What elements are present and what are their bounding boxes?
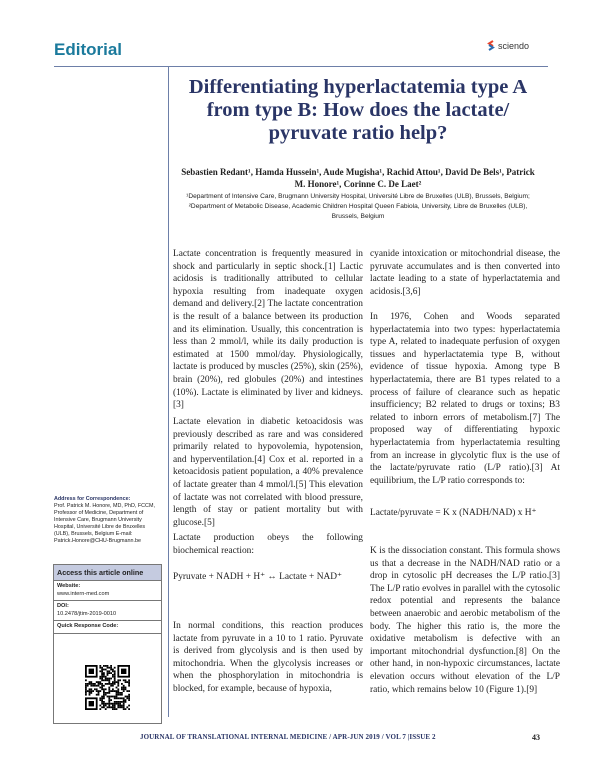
website-label: Website:	[57, 583, 81, 589]
website-link[interactable]: www.intern-med.com	[57, 590, 110, 597]
access-online-box	[53, 564, 162, 724]
qr-code-icon	[85, 665, 130, 710]
access-title: Access this article online	[54, 565, 161, 581]
address-heading: Address for Correspondence:	[54, 496, 131, 502]
affiliations	[178, 192, 538, 222]
affiliation-2: ²Department of Metabolic Disease, Academic Children Hospital Queen Fabiola, University, Libre de Bruxelles (ULB), Brussels, Belgium	[188, 203, 528, 220]
paragraph: cyanide intoxication or mitochondrial disease, the pyruvate accumulates and is then converted into lactate leading to a state of hyperlactatemia and acidosis.[3,6]	[370, 249, 560, 297]
page-number: 43	[532, 733, 540, 742]
header-divider	[54, 66, 548, 67]
author-list: Sebastien Redant¹, Hamda Hussein¹, Aude Mugisha¹, Rachid Attou¹, David De Bels¹, Patrick M. Honore¹, Corinne C. De Laet²	[181, 167, 535, 189]
column-divider	[168, 67, 169, 717]
affiliation-1: ¹Department of Intensive Care, Brugmann University Hospital, Université Libre de Bruxelles (ULB), Brussels, Belgium;	[186, 193, 530, 200]
correspondence-address	[54, 496, 162, 545]
address-text: Prof. Patrick M. Honore, MD, PhD, FCCM, Professor of Medicine, Department of Intensive Care, Brugmann University Hospital, Université Libre de Bruxelles (ULB), Brussels, Belgium E-mail: Patrick.Honore@CHU-Brugmann.be	[54, 503, 155, 544]
article-title: Differentiating hyperlactatemia type A from type B: How does the lactate/ pyruvate ratio help?	[188, 76, 528, 144]
equation: Pyruvate + NADH + H⁺ ↔ Lactate + NAD⁺	[173, 572, 342, 582]
equation: Lactate/pyruvate = K x (NADH/NAD) x H⁺	[370, 508, 537, 518]
section-label: Editorial	[54, 40, 123, 59]
doi-label: DOI:	[57, 603, 69, 609]
sciendo-logo-icon	[487, 40, 495, 51]
paragraph: Lactate elevation in diabetic ketoacidosis was previously described as rare and was considered primarily related to hypovolemia, hypotension, and hyperventilation.[4] Cox et al. reported in a ketoacidosis patient population, a 40% prevalence of lactate greater than 4 mmol/l.[5] This elevation of lactate was not correlated with blood pressure, length of stay or patient mortality but with glucose.[5]	[173, 417, 363, 528]
doi-link[interactable]: 10.2478/jtim-2019-0010	[57, 610, 117, 617]
paragraph: Lactate production obeys the following biochemical reaction:	[173, 533, 363, 556]
paragraph: In normal conditions, this reaction produces lactate from pyruvate in a 10 to 1 ratio. Pyruvate is derived from glycolysis and is then used by mitochondria. When the glycolysis increases or when the phosphorylation in mitochondria is blocked, for example, because of hypoxia,	[173, 621, 363, 694]
paragraph: K is the dissociation constant. This formula shows us that a decrease in the NADH/NAD ratio or a drop in cytosolic pH decreases the L/P ratio.[3] The L/P ratio evolves in parallel with the cytosolic redox potential and represents the balance between anaerobic and aerobic metabolism of the body. The higher this ratio is, the more the oxidative metabolism is defective with an important mitochondrial dysfunction.[8] On the other hand, in non-hypoxic circumstances, lactate elevation occurs without elevation of the L/P ratio, which remains below 10 (Figure 1).[9]	[370, 546, 560, 695]
publisher-name: sciendo	[498, 40, 530, 51]
paragraph: In 1976, Cohen and Woods separated hyperlactatemia into two types: hyperlactatemia type A, related to inadequate perfusion of oxygen tissues and hyperlactatemia type B, without evidence of tissue hypoxia. Among type B hyperlactatemia, there are B1 types related to a process of failure of clearance such as hepatic insufficiency; B2 related to drugs or toxins; B3 related to inborn errors of metabolism.[7] The proposed way of differentiating hypoxic hyperlactatemia from hyperlactatemia resulting from an increase in glycolytic flux is the use of the lactate/pyruvate ratio (L/P ratio).[3] At equilibrium, the L/P ratio corresponds to:	[370, 312, 560, 486]
paragraph: Lactate concentration is frequently measured in shock and particularly in septic shock.[1] Lactic acidosis is traditionally attributed to cellular hypoxia resulting from inadequate oxygen demand and delivery.[2] The lactate concentration is the result of a balance between its production and its elimination. Usually, this concentration is less than 2 mmol/l, while its daily production is estimated at 1500 mmol/day. Physiologically, lactate is produced by muscles (25%), skin (25%), brain (20%), red globules (20%) and intestines (10%). Lactate is eliminated by liver and kidneys.[3]	[173, 249, 363, 411]
journal-footer: JOURNAL OF TRANSLATIONAL INTERNAL MEDICINE / APR-JUN 2019 / VOL 7 |ISSUE 2	[140, 733, 436, 741]
publisher-logo	[487, 40, 529, 51]
qr-label: Quick Response Code:	[57, 623, 119, 629]
